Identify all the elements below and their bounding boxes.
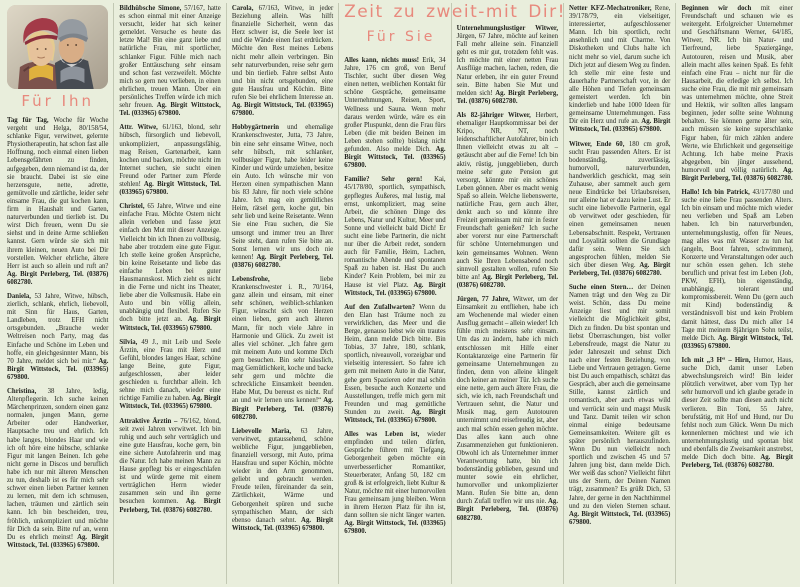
page-title: Zeit zu zweit-mit Dir! — [344, 2, 566, 22]
personal-ad: Alles kann, nichts muss! Erik, 34 Jahre, 176 cm groß, von Beruf Tischler, sucht über diesen Weg einen netten, weiblichen Kontakt für schöne Gespräche, gemeinsame Unternehmungen, Reisen, Sport, Wellness und Sauna. Wenn mehr daraus werden würde, wäre es ein großer Pluspunkt, denn die Frau fürs Leben (die mit beiden Beinen im Leben stehen sollte) bislang nicht gefunden. Also melde Dich. Ag. Birgit Wittstock, Tel. (033965) 679800. — [344, 57, 446, 170]
personal-ad: Netter KFZ-Mechatroniker, Rene, 39/178/79, ein vielseitiger, interessierter, aufgeschlossener Mann. Ich bin sportlich, recht ansehnlich und mit Charme. Von Diskotheken und Clubs halte ich nicht mehr so viel, darum suche ich Dich jetzt auf diesem Weg zu finden. Ich stelle mir eine feste und dauerhafte Partnerschaft vor, in der alle Höhen und Tiefen gemeinsam gemeistert werden. Ich bin kinderlieb und habe 1000 Ideen für gemeinsame Unternehmungen. Fass Dir ein Herz und rufe an. Ag. Birgit Wittstock, Tel. (033965) 679800. — [569, 5, 671, 134]
ad-lead: Attr. Witwe, — [119, 124, 163, 132]
ad-agency-contact: Ag. Birgit Wittstock, Tel. (033965) 679800. — [344, 408, 446, 425]
ad-lead: Hobbygärtnerin — [231, 124, 288, 132]
personal-ad: Auf den Zufallwarten? Wenn du den Elan hast Träume noch zu verwirklichen, das Meer und die Berge, genauso liebst wie ein trautes Heim, dann melde Dich bitte. Bin Tobias, 37 Jahre, 180, schlank, sportlich, niveauvoll, vorzeigbar und vielseitig interessiert. So fahre ich gern mit meinem Auto in die Natur, gehe gern Spazieren oder mal schön Essen, besuche auch Konzerte und Ausstellungen, treffe mich gern mit Freunden und mag gemütliche Stunden zu zweit. Ag. Birgit Wittstock, Tel. (033965) 679800. — [344, 303, 446, 425]
personal-ad: Suche einen Stern… der Deinen Namen trägt und den Weg zu Dir weist. Schön, dass Du meine Anzeige liest und mir somit vielleicht die Möglichkeit gibst, Dich zu finden. Du bist spontan und liebst Überraschungen, bist voller Lebensfreude, magst die Natur zu jeder Jahreszeit und sehnst Dich nach einer festen Beziehung, von Liebe und Vertrauen getragen. Gerne bist Du auch empathisch, schätzt das Gespräch, aber auch die gemeinsame Stille, kannst zärtlich und romantisch, aber auch etwas wild und verrückt sein und magst Musik und Tanz. Damit teilen wir schon einmal einige bedeutsame Gemeinsamkeiten. Weitere gilt es später persönlich herauszufinden. Wenn Du nun vielleicht noch sportlich und zwischen 45 und 57 Jahren jung bist, dann melde Dich. Wer weiß das schon? Vielleicht führt uns der Stern, der Deinen Namen trägt, zusammen? Es grüßt Dich, 53 Jahre, der gerne in den Nachthimmel und zu den vielen Sternen schaut. Ag. Birgit Wittstock, Tel. (033965) 679800. — [569, 284, 671, 526]
section-title-fuer-sie: Für Sie — [366, 29, 436, 45]
ad-agency-contact: Ag. Birgit Perleberg, Tel. (03876) 6082780. — [119, 498, 221, 514]
ads-column-2 — [119, 5, 220, 515]
ad-lead: Auf den Zufallwarten? — [344, 303, 420, 311]
ad-agency-contact: Ag. Birgit Wittstock, Tel. (033965) 679800. — [119, 180, 221, 197]
ad-agency-contact: Ag. Birgit Perleberg, Tel. (03876) 6082780. — [456, 89, 559, 105]
ad-agency-contact: Ag. Birgit Wittstock, Tel. (033965) 679800. — [344, 281, 446, 297]
ad-agency-contact: Ag. Birgit Perleberg, Tel. (03876) 6082780. — [456, 498, 559, 522]
personal-ad: Ich mit „3 H“ – Hirn, Humor, Haus, suche Dich, damit unser Leben abwechslungsreich wird! Bin leider plötzlich verwitwet, aber vom Typ her sehr humorvoll und ich glaube gerade in dieser Zeit sollte man diesen auch nicht verlieren. Bin Toni, 55 Jahre, berufstätig, mit Hof und Hund, nur Du fehlst noch zum Glück. Wenn Du mich kennenlernen möchtest und wie ich unternehmungslustig und spontan bist und ebenfalls die Zweisamkeit anstrebst, melde Dich doch bitte. Ag. Birgit Perleberg, Tel. (03876) 6082780. — [681, 356, 793, 470]
ads-column-5 — [457, 25, 558, 523]
ad-agency-contact: Ag. Birgit Perleberg, Tel. (03876) 6082780. — [456, 273, 559, 289]
personal-ad: Attr. Witwe, 61/163, blond, sehr hübsch, fürsorglich und liebevoll, unkompliziert, anpassungsfähig, mag Reisen, Gartenarbeit, kann kochen und backen, möchte nicht im Internet suchen, sie sucht einen Freund oder Partner zum Pferde stehlen! Ag. Birgit Wittstock, Tel. (033965) 679800. — [119, 124, 221, 197]
personal-ad: Bildhübsche Simone, 57/167, hatte es schon einmal mit einer Anzeige versucht, leider hat sich keiner gemeldet. Versuche es heute das letzte Mal! Bin eine ganz liebe und natürliche Frau, mit sportlicher, schlanker Figur. Fühle mich nach großer Enttäuschung sehr einsam und schon fast verzweifelt. Möchte mich so gern neu verlieben, in einen ehrlichen, treuen Mann. Über ein persönliches Treffen würde ich mich sehr freuen. Ag. Birgit Wittstock, Tel. (033965) 679800. — [119, 5, 221, 118]
ad-agency-contact: Ag. Birgit Wittstock, Tel. (033965) 679800. — [119, 316, 221, 332]
ad-agency-contact: Ag. Birgit Perleberg, Tel. (03876) 6082780. — [231, 253, 334, 269]
ad-lead: Lebensfrohe, — [231, 276, 320, 283]
ad-agency-contact: Ag. Birgit Wittstock, Tel. (033965) 679800. — [344, 146, 446, 170]
ad-lead: Silvia, — [119, 338, 142, 346]
elderly-couple-photo-graphic — [7, 5, 108, 89]
ad-lead: Netter KFZ-Mechatroniker, — [569, 5, 655, 12]
ad-agency-contact: Ag. Birgit Wittstock, Tel. (033965) 679800. — [569, 510, 671, 526]
ad-lead: Carola, — [231, 5, 259, 12]
ad-lead: Familie? Sehr gern! — [344, 176, 435, 184]
ad-lead: Attraktive Ärztin – — [119, 417, 181, 425]
personal-ad: Unternehmungslustiger Witwer, Jürgen, 67 Jahre, möchte auf keinen Fall mehr alleine sein. Finanziell geht es mir gut, trotzdem fehlt was. Ich möchte mit einer netten Frau Ausflüge machen, lachen, reden, die Natur erleben, ihr ein guter Freund sein. Bitte haben Sie Mut und melden sich! Ag. Birgit Perleberg, Tel. (03876) 6082780. — [456, 25, 559, 105]
ad-agency-contact: Ag. Birgit Perleberg, Tel. (03876) 6082780. — [681, 454, 793, 470]
ad-agency-contact: Ag. Birgit Perleberg, Tel. (03876) 6082780. — [681, 166, 793, 182]
ad-agency-contact: Ag. Birgit Wittstock, Tel. (033965) 679800. — [569, 118, 671, 134]
personal-ad: Hobbygärtnerin und ehemalige Krankenschwester, Jutta, 73 Jahre, bin eine sehr einsame Witwe, noch sehr hübsch, mit schlanker, vollbusiger Figur, habe leider keine Kinder und würde umziehen, besitze ein Auto. Ich wünsche mir von Herzen einen sympathischen Mann bis 83 Jahre, für noch viele schöne Jahre. Ich mag ein gemütliches Heim, rätsel gern, koche gut, bin sehr lieb und keine Reisetante. Wenn Sie eine Frau suchen, die Sie umsorgt und immer treu an Ihrer Seite steht, dann rufen Sie bitte an. Sonst lernen wir uns doch nie kennen! Ag. Birgit Perleberg, Tel. (03876) 6082780. — [231, 124, 334, 269]
ad-lead: Liebevolle Maria, — [231, 427, 301, 435]
ads-column-1 — [7, 117, 108, 550]
personal-ad: Hallo! Ich bin Patrick, 43/177/80 und suche eine liebe Frau passenden Alters. Ich bin einsam und möchte mich wieder neu verlieben und Spaß am Leben haben. Ich bin naturverbunden, unternehmungslustig, offen für Neues, mag alles was mit Wasser zu tun hat (angeln, Boot fahren, schwimmen), Konzerte und Veranstaltungen oder auch nur schön essen gehen. Ich stehe beruflich und privat fest im Leben (Job, PKW, EFH), bin eigenständig, unabhängig, tolerant und kompromissbereit. Wenn Du (gern auch mit Kind) bodenständig & verständnisvoll bist und kein Problem damit hättest, dass Du mich aller 14 Tage mit meinem 8jährigen Sohn teilst, melde Dich. Ag. Birgit Wittstock, Tel. (033965) 679800. — [681, 189, 793, 350]
personal-ad: Christel, 65 Jahre, Witwe und eine einfache Frau. Möchte Ostern nicht allein verleben und fasse jetzt einfach den Mut mit dieser Anzeige. Vielleicht bin ich Ihnen zu vollbusig, habe aber trotzdem eine gute Figur. Ich stelle keine großen Ansprüche, bin keine Reisetante und liebe das einfache Leben bei guter Hausmannskost. Mich zieht es nicht in die Ferne und nicht ins Theater, liebe aber die Volksmusik. Habe ein Auto und bin völlig allein, unabhängig und flexibel. Rufen Sie doch bitte jetzt an. Ag. Birgit Wittstock, Tel. (033965) 679800. — [119, 203, 221, 332]
ad-lead: Suche einen Stern… — [569, 284, 638, 292]
ad-agency-contact: Ag. Birgit Wittstock, Tel. (033965) 679800. — [119, 395, 221, 411]
column-6 — [563, 3, 675, 584]
ad-agency-contact: Ag. Birgit Wittstock, Tel. (033965) 679800. — [231, 102, 334, 118]
personal-ad: Als 82-jähriger Witwer, Herbert, ehemaliger Hauptkommissar bei der Kripo, NR, NT, noch leidenschaftlicher Autofahrer, bin ich Ihnen vielleicht etwas zu alt – getäuscht aber auf die Ferne! Ich bin aktiv, rüstig, junggeblieben, durch meine sehr gute Pension gut versorgt, könnte mir ein schönes Leben gönnen. Aber es macht wenig Spaß so allein. Welche liebenswerte, natürliche Frau, gern auch älter, denkt auch so und könnte ihre Freizeit gemeinsam mit mir in fester Freundschaft genießen? Ich suche aber vorerst nur eine Partnerschaft für schöne Unternehmungen und kein gemeinsames Wohnen. Wenn auch Sie Ihren Lebensabend noch sinnvoll gestalten wollen, rufen Sie bitte an! Ag. Birgit Perleberg, Tel. (03876) 6082780. — [456, 111, 559, 289]
personal-ad: Attraktive Ärztin – 76/162, blond, seit zwei Jahren verwitwet. Ich bin ruhig und auch sehr verträglich und eine gute Hausfrau, koche gern, bin eine sichere Autofahrerin und mag die Natur. Ich habe meinen Mann zu Hause gepflegt bis er eingeschlafen ist und würde gerne mit einem verträglichen Herrn wieder zusammen sein und ihn gerne besuchen kommen. Ag. Birgit Perleberg, Tel. (03876) 6082780. — [119, 417, 221, 514]
ad-lead: Daniela, — [7, 292, 35, 300]
ad-lead: Bildhübsche Simone, — [119, 5, 185, 12]
section-title-fuer-ihn: Für Ihn — [21, 92, 95, 110]
column-7 — [675, 3, 798, 584]
ad-lead: Als 82-jähriger Witwer, — [456, 111, 536, 119]
ads-column-6 — [569, 5, 670, 527]
personal-ad: Jürgen, 77 Jahre, Witwer, um der Einsamkeit zu entfliehen, habe ich am Wochenende mal wieder einen Ausflug gemacht – allein wieder! Ich fühle mich meistens sehr einsam. Um das zu ändern, habe ich mich entschlossen mit Hilfe einer Kontaktanzeige eine Partnerin für gemeinsame Unternehmungen zu finden, denn von alleine klingelt doch keiner an meiner Tür. Ich suche eine nette, gern auch ältere Frau, die sich, wie ich, nach Freundschaft und Vertrauen sehnt, die Natur und Musik mag, gern Autotouren unternimmt und reisefreudig ist, aber auch mal schön essen gehen möchte. Das alles kann auch ohne Zusammenziehen gut funktionieren. Obwohl ich als Unternehmer immer Verantwortung hatte, bin ich bodenständig geblieben, gesund und munter sowie ein ehrlicher, humorvoller und unkomplizierter Mann. Rufen Sie bitte an, denn durch Zufall treffen wir uns nie. Ag. Birgit Perleberg, Tel. (03876) 6082780. — [456, 296, 559, 522]
personal-ad: Silvia, 49 J., mit Leib und Seele Ärztin, eine Frau mit Herz und Gefühl, blondes langes Haar, schöne lange Beine, gute Figur, aufgeschlossen, aber leider geschieden u. furchtbar allein. Ich sehne mich danach, wieder eine richtige Familie zu haben. Ag. Birgit Wittstock, Tel. (033965) 679800. — [119, 338, 221, 411]
personal-ad: Alles was Leben ist, wieder empfinden und teilen dürfen, Gespräche führen mit Tiefgang, Geborgenheit geben möchte ein unverbesserlicher Romantiker, Steuerberater, Anfang 50, 182 cm groß & ist erfolgreich, liebt Kultur & Natur, möchte mit einer humorvollen Frau gemeinsam jung bleiben. Wenn in ihrem Herzen Platz für ihn ist, dann sollten sie nicht länger warten. Ag. Birgit Wittstock, Tel. (033965) 679800. — [344, 431, 446, 536]
personal-ad: Tag für Tag, Woche für Woche vergeht und Helga, 80/158/54, schlanke Figur, verwitwet, gelernte Physiotherapeutin, hat schon fast alle Hoffnung, noch einmal einen lieben Lebensgefährten zu finden, aufgegeben, denn niemand ist da, der sie braucht. Dabei ist sie eine herzensgute, nette, adrette, gemütvolle und zärtliche, leider sehr einsame Frau, die gut kochen kann, firm in Haushalt und Garten, naturverbunden und tierlieb ist. Du wirst Dich freuen, wenn Du sie siehst und in deine Arme schließen kannst. Gern würde sie sich mit ihrem kleinen, neuen Auto bei Dir vorstellen. Welcher ehrliche, ältere Herr ist auch so allein und ruft an? Ag. Birgit Perleberg, Tel. (03876) 6082780. — [7, 117, 109, 286]
personal-ad: Daniela, 53 Jahre, Witwe, hübsch, zierlich, schlank, ehrlich, liebevoll, mit Sinn für Haus, Garten, Landleben, trotz EFH nicht ortsgebunden. „Brauche weder Weltreisen noch Party, mag das Einfache und Schöne im Leben und hoffe, ein gleichgesinnter Mann, bis 70 Jahre, meldet sich bei mir.“ Ag. Birgit Wittstock, Tel. (033965) 679800. — [7, 292, 109, 381]
ad-lead: Christel, — [119, 203, 148, 211]
ad-agency-contact: Ag. Birgit Wittstock, Tel. (033965) 679800. — [119, 102, 221, 118]
ad-lead: Christina, — [7, 388, 48, 395]
ad-agency-contact: Ag. Birgit Wittstock, Tel. (033965) 679800. — [7, 533, 109, 549]
personal-ad: Familie? Sehr gern! Kai, 45/178/80, sportlich, sympathisch, gepflegtes Äußeres, mal lustig, mal ernst, unkompliziert, mag seine Arbeit, die schönen Dinge des Lebens, Natur und Kultur, Meer und Sonne und vielleicht bald Dich! Er sucht eine liebe Partnerin, die nicht nur über die Arbeit redet, sondern auch für Familie, Heim, Lachen, romantische Abende und spontanen Spaß zu haben ist. Hast Du auch Kinder? Kein Problem, bei mir zu Hause ist viel Platz. Ag. Birgit Wittstock, Tel. (033965) 679800. — [344, 176, 446, 297]
ad-agency-contact: Ag. Birgit Wittstock, Tel. (033965) 679800. — [7, 357, 109, 381]
column-3 — [226, 3, 338, 584]
ad-lead: Witwer, Ende 60, — [569, 140, 629, 148]
ad-lead: Alles was Leben ist, — [344, 431, 428, 439]
ad-lead: Hallo! Ich bin Patrick, — [681, 189, 753, 197]
personal-ad: Witwer, Ende 60, 180 cm groß, sucht Frau passenden Alters. Er ist bodenständig, zuverlässig, humorvoll, naturverbunden, handwerklich geschickt, mag sein Zuhause, aber sammelt auch gern neue Eindrücke bei Urlaubsreisen, nur alleine hat er dazu keine Lust. Er sucht eine liebevolle Partnerin, egal ob verwitwet oder geschieden, für einen gemeinsamen neuen Lebensabschnitt. Respekt, Vertrauen und Loyalität sollten die Grundlage dafür sein. Wenn Sie sich angesprochen fühlen, melden Sie sich über diesen Weg. Ag. Birgit Perleberg, Tel. (03876) 6082780. — [569, 140, 671, 277]
ad-agency-contact: Ag. Birgit Perleberg, Tel. (03876) 6082780. — [7, 270, 109, 286]
personal-ad: Christina, 38 Jahre, ledig, Altenpflegerin. Ich suche keinen Märchenprinzen, sondern einen ganz normalen, jungen Mann, gerne Arbeiter oder Handwerker, Hauptsache treu und ehrlich. Ich habe langes, blondes Haar und wie ich oft höre eine hübsche, schlanke Figur mit langen Beinen. Ich gehe nicht gerne in Discos und beruflich habe ich nur mit älteren Menschen zu tun, deshalb ist es für mich sehr schwer einen lieben Partner kennen zu lernen, mit dem ich schmusen, lachen, träumen und zärtlich sein kann. Ich bin bescheiden, treu, fröhlich, unkompliziert und möchte für Dich da sein. Bitte ruf an, wenn Du es ehrlich meinst! Ag. Birgit Wittstock, Tel. (033965) 679800. — [7, 388, 109, 549]
elderly-couple-photo — [7, 5, 108, 89]
column-5 — [451, 3, 563, 584]
column-2 — [113, 3, 225, 584]
ads-column-4 — [344, 57, 445, 536]
ads-column-3 — [232, 5, 333, 533]
ad-agency-contact: Ag. Birgit Perleberg, Tel. (03876) 6082780. — [231, 397, 334, 421]
personal-ad: Carola, 67/163, Witwe, in jeder Beziehung allein. Was hilft finanzielle Sicherheit, wenn das Herz schwer ist, die Seele leer ist und die Wände einen fast erdrücken. Möchte den Rest meines Lebens nicht mehr allein verbringen. Bin sehr naturverbunden, reise sehr gern und bin tierlieb. Fahre selbst Auto und bin nicht ortsgebunden, eine gute Hausfrau und Köchin. Bitte rufen Sie bei ehrlichem Interesse an. Ag. Birgit Wittstock, Tel. (033965) 679800. — [231, 5, 334, 118]
ad-lead: Jürgen, 77 Jahre, — [456, 296, 513, 303]
ad-lead: Beginnen wir doch — [681, 5, 761, 12]
ad-lead: Unternehmungslustiger Witwer, — [456, 25, 559, 32]
ad-lead: Ich mit „3 H“ – Hirn, — [681, 356, 754, 364]
ad-agency-contact: Ag. Birgit Wittstock, Tel. (033965) 679800. — [231, 516, 334, 532]
column-4 — [338, 3, 450, 584]
personal-ad: Lebensfrohe, liebe Krankenschwester i. R., 70/164, ganz allein und einsam, mit einer sehr schönen, weiblich-schlanken Figur, wünscht sich von Herzen einen lieben, gern auch älteren Mann, für noch viele Jahre in Harmonie und Glück. Zu zweit ist alles viel schöner. „Ich fahre gern mit meinem Auto und komme Dich gern besuchen. Bin sehr häuslich, mag Gemütlichkeit, koche und backe sehr gern und möchte die schreckliche Einsamkeit beenden. Habe Mut, Du bereust es nicht. Ruf an und wir lernen uns kennen!“ Ag. Birgit Perleberg, Tel. (03876) 6082780. — [231, 276, 334, 421]
ad-agency-contact: Ag. Birgit Perleberg, Tel. (03876) 6082780. — [569, 261, 671, 277]
ads-column-7 — [681, 5, 793, 470]
ad-agency-contact: Ag. Birgit Wittstock, Tel. (033965) 679800. — [344, 520, 446, 536]
ad-lead: Tag für Tag, — [7, 117, 54, 124]
personal-ad: Liebevolle Maria, 63 Jahre, verwitwet, gutaussehend, schöne weibliche Figur, junggeblieben, finanziell versorgt, mit Auto, prima Hausfrau und super Köchin, möchte wieder in den Arm genommen, geliebt und gebraucht werden. Freude teilen, füreinander da sein, Zärtlichkeit, Wärme und Geborgenheit spüren und suche sympathischen Mann, der sich ebenso danach sehnt. Ag. Birgit Wittstock, Tel. (033965) 679800. — [231, 427, 334, 532]
personal-ad: Beginnen wir doch mit einer Freundschaft und schauen wie es weitergeht. Erfolgreicher Unternehmer und Geschäftsmann Werner, 64/185, Witwer, NR. Ich bin Natur- und Tierfreund, liebe Spaziergänge, Autotouren, reisen und Musik, aber allein macht alles keinen Spaß. Es fehlt einfach eine Frau – nicht nur für die Hausarbeit, die erledige ich selbst. Ich suche eine Frau, die mit mir gemeinsam was unternehmen möchte, ohne Streit und Hektik, wir sollten alles langsam beginnen, jeder sollte seine Wohnung behalten. Sie können gerne älter sein, auch müssen sie keine superschlanke Figur haben, für mich zählen andere Werte, wie Ehrlichkeit und gegenseitige Achtung. Ich habe meine Praxis abgegeben, bin jünger aussehend, humorvoll und völlig natürlich. Ag. Birgit Perleberg, Tel. (03876) 6082780. — [681, 5, 793, 182]
ad-lead: Alles kann, nichts muss! — [344, 57, 423, 64]
column-1 — [2, 3, 113, 584]
ad-agency-contact: Ag. Birgit Wittstock, Tel. (033965) 679800. — [681, 334, 793, 350]
